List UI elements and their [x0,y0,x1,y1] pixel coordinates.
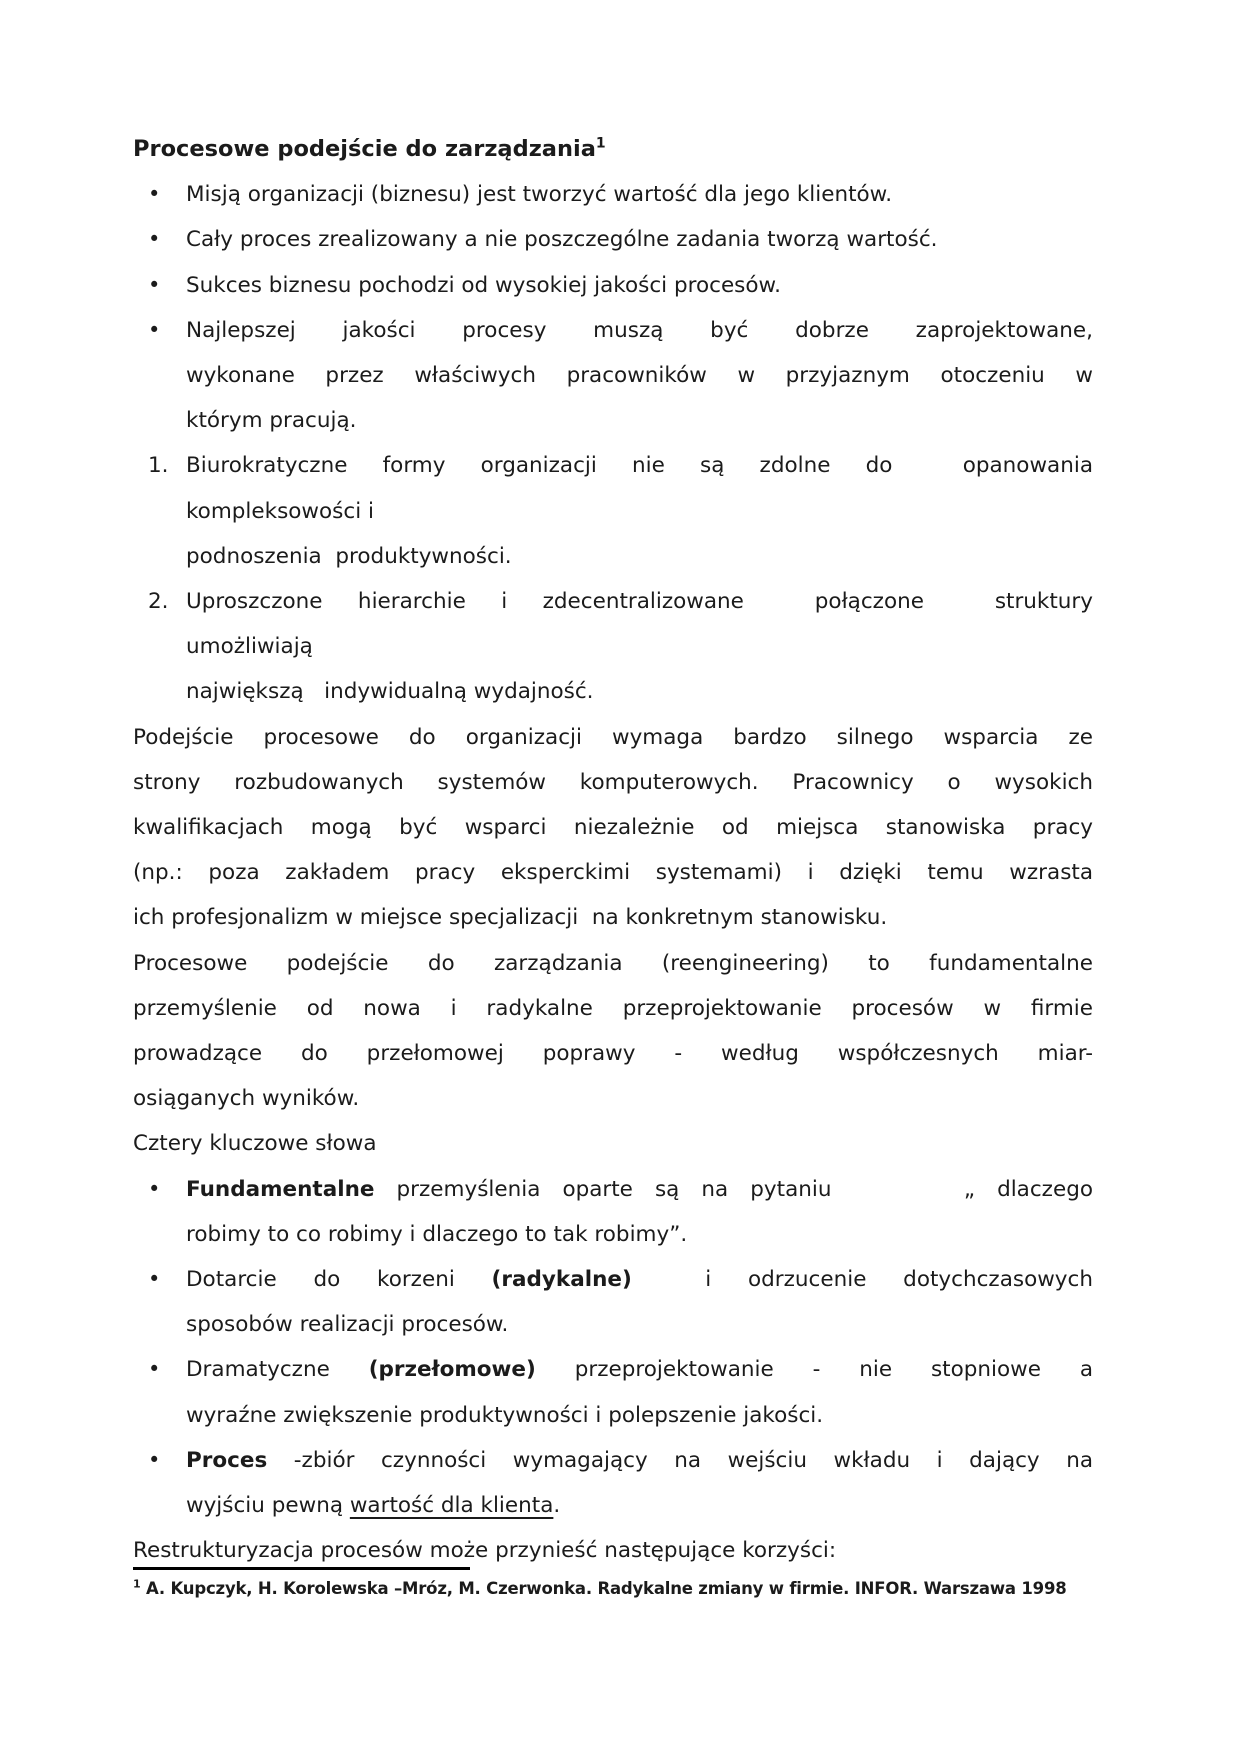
number-marker: 1. [148,453,169,479]
footnote-number: 1 [133,1577,141,1591]
text-run: przemyślenie od nowa i radykalne przeprojektowanie procesów w firmie [133,995,1093,1021]
text-line [133,489,1093,534]
text-line [133,1076,1093,1121]
list-item [133,172,1093,217]
bullet-marker: • [148,1357,161,1382]
text-run: wyraźne zwiększenie produktywności i polepszenie jakości. [186,1402,824,1428]
bold-text: Proces [186,1447,268,1473]
title-text: Procesowe podejście do zarządzania [133,136,596,162]
text-run: Sukces biznesu pochodzi od wysokiej jakości procesów. [186,272,781,298]
footnote-separator-rule [133,1567,470,1570]
text-run: największą indywidualną wydajność. [186,679,594,705]
text-run: ich profesjonalizm w miejsce specjalizacji na konkretnym stanowisku. [133,905,888,931]
document-body [133,172,1093,1573]
text-line [133,1031,1093,1076]
text-line [133,805,1093,850]
text-line [133,1438,1093,1483]
list-item [133,1347,1093,1437]
paragraph [133,1121,1093,1166]
bold-text: (radykalne) [491,1267,632,1293]
text-run: Cztery kluczowe słowa [133,1131,377,1157]
text-run: strony rozbudowanych systemów komputerowych. Pracownicy o wysokich [133,769,1093,795]
text-line [133,850,1093,895]
text-line [133,443,1093,488]
document-content [133,127,1093,1574]
footnote-reference: 1 [595,135,606,152]
text-line [133,398,1093,443]
bullet-marker: • [148,182,161,207]
text-run: i odrzucenie dotychczasowych [631,1267,1093,1293]
text-run: robimy to co robimy i dlaczego to tak robimy”. [186,1221,688,1247]
text-line [133,669,1093,714]
list-item [133,308,1093,444]
document-title [133,127,1093,172]
text-run: przeprojektowanie - nie stopniowe a [535,1357,1094,1383]
text-run: Misją organizacji (biznesu) jest tworzyć wartość dla jego klientów. [186,182,893,208]
bullet-marker: • [148,1267,161,1292]
bullet-marker: • [148,1447,161,1472]
number-marker: 2. [148,589,169,615]
footnote-citation: A. Kupczyk, H. Korolewska –Mróz, M. Czerwonka. Radykalne zmiany w firmie. INFOR. Warszawa 1998 [146,1579,1067,1598]
text-run: osiąganych wyników. [133,1086,360,1112]
list-item [133,1167,1093,1257]
bold-text: (przełomowe) [368,1357,536,1383]
text-run: Najlepszej jakości procesy muszą być dobrze zaprojektowane, [186,317,1093,343]
text-run: -zbiór czynności wymagający na wejściu wkładu i dający na [267,1447,1093,1473]
text-line [133,1167,1093,1212]
underlined-text: wartość dla klienta [349,1493,554,1519]
text-line [133,895,1093,940]
text-run: Biurokratyczne formy organizacji nie są zdolne do opanowania [186,453,1093,479]
text-run: prowadzące do przełomowej poprawy - według współczesnych miar- [133,1041,1093,1067]
text-line [133,217,1093,262]
text-run: Uproszczone hierarchie i zdecentralizowane połączone struktury [186,589,1093,615]
text-line [133,760,1093,805]
bullet-marker: • [148,272,161,297]
text-run: podnoszenia produktywności. [186,543,512,569]
text-run: przemyślenia oparte są na pytaniu „ dlaczego [374,1176,1093,1202]
footnote [133,1567,1093,1601]
text-line [133,1393,1093,1438]
text-line [133,1302,1093,1347]
text-line [133,624,1093,669]
text-run: kompleksowości i [186,498,374,524]
bullet-marker: • [148,227,161,252]
text-line [133,263,1093,308]
text-run: Cały proces zrealizowany a nie poszczególne zadania tworzą wartość. [186,227,938,253]
text-run: Dramatyczne [186,1357,369,1383]
list-item [133,217,1093,262]
text-line [133,308,1093,353]
text-line [133,1347,1093,1392]
text-line [133,353,1093,398]
text-run: Procesowe podejście do zarządzania (reengineering) to fundamentalne [133,950,1093,976]
bullet-marker: • [148,1176,161,1201]
paragraph [133,715,1093,941]
text-run: Restrukturyzacja procesów może przynieść następujące korzyści: [133,1538,837,1564]
list-item [133,443,1093,579]
text-line [133,1257,1093,1302]
text-run: Dotarcie do korzeni [186,1267,492,1293]
text-run: sposobów realizacji procesów. [186,1312,509,1338]
list-item [133,1438,1093,1528]
text-run: kwalifikacjach mogą być wsparci niezależnie od miejsca stanowiska pracy [133,815,1093,841]
text-run: wyjściu pewną [186,1493,350,1519]
text-run: umożliwiają [186,634,313,660]
text-run: którym pracują. [186,408,357,434]
bullet-marker: • [148,317,161,342]
text-line [133,941,1093,986]
paragraph [133,941,1093,1122]
text-run: Podejście procesowe do organizacji wymaga bardzo silnego wsparcia ze [133,724,1093,750]
text-line [133,579,1093,624]
list-item [133,1257,1093,1347]
text-line [133,172,1093,217]
text-line [133,715,1093,760]
text-run: wykonane przez właściwych pracowników w przyjaznym otoczeniu w [186,363,1093,389]
text-line [133,1121,1093,1166]
list-item [133,579,1093,715]
text-line [133,1212,1093,1257]
text-line [133,1483,1093,1528]
bold-text: Fundamentalne [186,1176,375,1202]
text-run: (np.: poza zakładem pracy eksperckimi systemami) i dzięki temu wzrasta [133,860,1093,886]
footnote-text [133,1577,1093,1601]
text-run: . [553,1493,561,1519]
list-item [133,263,1093,308]
text-line [133,986,1093,1031]
text-line [133,534,1093,579]
